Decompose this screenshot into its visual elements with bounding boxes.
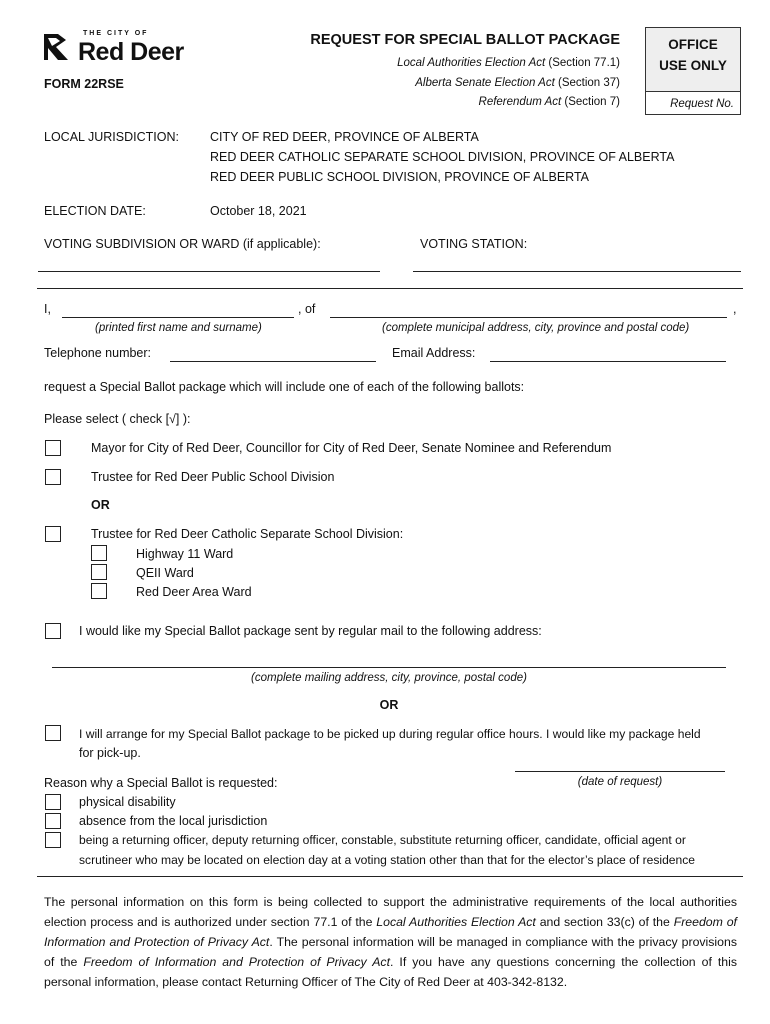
act-reference: Freedom of Information and Protection of Privacy Act	[83, 955, 390, 969]
select-instructions: Please select ( check [√] ):	[44, 412, 191, 426]
voting-subdivision-field[interactable]	[38, 271, 380, 272]
catholic-trustee-label: Trustee for Red Deer Catholic Separate School Division:	[91, 527, 404, 541]
reason-checkbox-official[interactable]	[45, 832, 61, 848]
ward-checkbox-qeii[interactable]	[91, 564, 107, 580]
email-label: Email Address:	[392, 346, 476, 360]
ward-label: QEII Ward	[136, 566, 194, 580]
name-hint: (printed first name and surname)	[95, 322, 262, 334]
email-field[interactable]	[490, 361, 726, 362]
act-name: Alberta Senate Election Act	[415, 77, 555, 89]
office-label: OFFICE	[668, 37, 718, 52]
jurisdiction-line: CITY OF RED DEER, PROVINCE OF ALBERTA	[210, 130, 479, 144]
act-line-2	[300, 77, 620, 89]
date-of-request-field[interactable]	[515, 771, 725, 772]
voting-station-label: VOTING STATION:	[420, 237, 528, 251]
address-field[interactable]	[330, 317, 727, 318]
voting-station-field[interactable]	[413, 271, 741, 272]
act-section: (Section 37)	[554, 77, 620, 89]
privacy-notice	[44, 892, 737, 992]
privacy-text: . If you have any questions concerning the collection of this personal information, please contact Returning Officer of The City of Red Deer at 403-342-8132.	[44, 955, 738, 989]
reason-label: Reason why a Special Ballot is requested:	[44, 776, 278, 790]
act-reference: Local Authorities Election Act	[376, 915, 536, 929]
privacy-text: and section 33(c) of the	[535, 915, 674, 929]
mayor-checkbox[interactable]	[45, 440, 61, 456]
voting-subdivision-label: VOTING SUBDIVISION OR WARD (if applicable):	[44, 237, 321, 251]
act-line-3	[300, 96, 620, 108]
telephone-label: Telephone number:	[44, 346, 152, 360]
jurisdiction-label: LOCAL JURISDICTION:	[44, 130, 179, 144]
election-date-label: ELECTION DATE:	[44, 204, 146, 218]
act-line-1	[300, 57, 620, 69]
reason-checkbox-absence[interactable]	[45, 813, 61, 829]
privacy-text: . The personal information will be managed in compliance with the privacy provisions of the	[44, 935, 737, 969]
mayor-option-label: Mayor for City of Red Deer, Councillor for City of Red Deer, Senate Nominee and Referendum	[91, 441, 612, 455]
ward-checkbox-red-deer-area[interactable]	[91, 583, 107, 599]
pickup-option-label: I will arrange for my Special Ballot package to be picked up during regular office hours. I would like my package held	[79, 727, 701, 741]
reason-label-disability: physical disability	[79, 795, 176, 809]
act-name: Local Authorities Election Act	[397, 57, 546, 69]
jurisdiction-line: RED DEER PUBLIC SCHOOL DIVISION, PROVINCE OF ALBERTA	[210, 170, 590, 184]
public-trustee-label: Trustee for Red Deer Public School Division	[91, 470, 335, 484]
city-logo-icon	[42, 30, 72, 64]
address-comma: ,	[733, 302, 737, 316]
use-only-label: USE ONLY	[659, 58, 727, 73]
ward-label: Red Deer Area Ward	[136, 585, 252, 599]
or-separator: OR	[91, 498, 110, 512]
jurisdiction-line: RED DEER CATHOLIC SEPARATE SCHOOL DIVISION, PROVINCE OF ALBERTA	[210, 150, 675, 164]
pickup-option-label: for pick-up.	[79, 746, 141, 760]
privacy-text: The personal information on this form is being collected to support the administrative requirements of the local authorities election process and is authorized under section 77.1 of the	[44, 895, 737, 929]
catholic-trustee-checkbox[interactable]	[45, 526, 61, 542]
office-use-box	[645, 27, 741, 115]
logo-name: Red Deer	[78, 38, 184, 66]
or-separator: OR	[379, 698, 399, 712]
request-number-label: Request No.	[670, 98, 734, 110]
office-use-header	[646, 28, 740, 92]
mailing-hint: (complete mailing address, city, province, postal code)	[251, 672, 527, 684]
ward-label: Highway 11 Ward	[136, 547, 234, 561]
reason-label-official: scrutineer who may be located on election day at a voting station other than that for the elector’s place of residence	[79, 853, 696, 867]
name-field[interactable]	[62, 317, 294, 318]
act-section: (Section 7)	[561, 96, 620, 108]
i-label: I,	[44, 302, 51, 316]
of-label: , of	[298, 302, 316, 316]
mail-checkbox[interactable]	[45, 623, 61, 639]
pickup-checkbox[interactable]	[45, 725, 61, 741]
election-date-value: October 18, 2021	[210, 204, 307, 218]
form-code: FORM 22RSE	[44, 77, 124, 91]
reason-label-absence: absence from the local jurisdiction	[79, 814, 268, 828]
reason-label-official: being a returning officer, deputy returning officer, constable, substitute returning officer, candidate, official agent or	[79, 833, 686, 847]
page-title: REQUEST FOR SPECIAL BALLOT PACKAGE	[310, 32, 620, 48]
date-hint: (date of request)	[577, 776, 663, 788]
address-hint: (complete municipal address, city, province and postal code)	[382, 322, 690, 334]
act-name: Referendum Act	[478, 96, 562, 108]
telephone-field[interactable]	[170, 361, 376, 362]
act-section: (Section 77.1)	[545, 57, 620, 69]
mail-option-label: I would like my Special Ballot package sent by regular mail to the following address:	[79, 624, 542, 638]
request-text: request a Special Ballot package which will include one of each of the following ballots:	[44, 380, 525, 394]
ward-checkbox-highway-11[interactable]	[91, 545, 107, 561]
act-reference: Freedom of Information and Protection of Privacy Act	[44, 915, 737, 949]
public-trustee-checkbox[interactable]	[45, 469, 61, 485]
mailing-address-field[interactable]	[52, 667, 726, 668]
logo-small-text: THE CITY OF	[83, 30, 149, 37]
reason-checkbox-disability[interactable]	[45, 794, 61, 810]
